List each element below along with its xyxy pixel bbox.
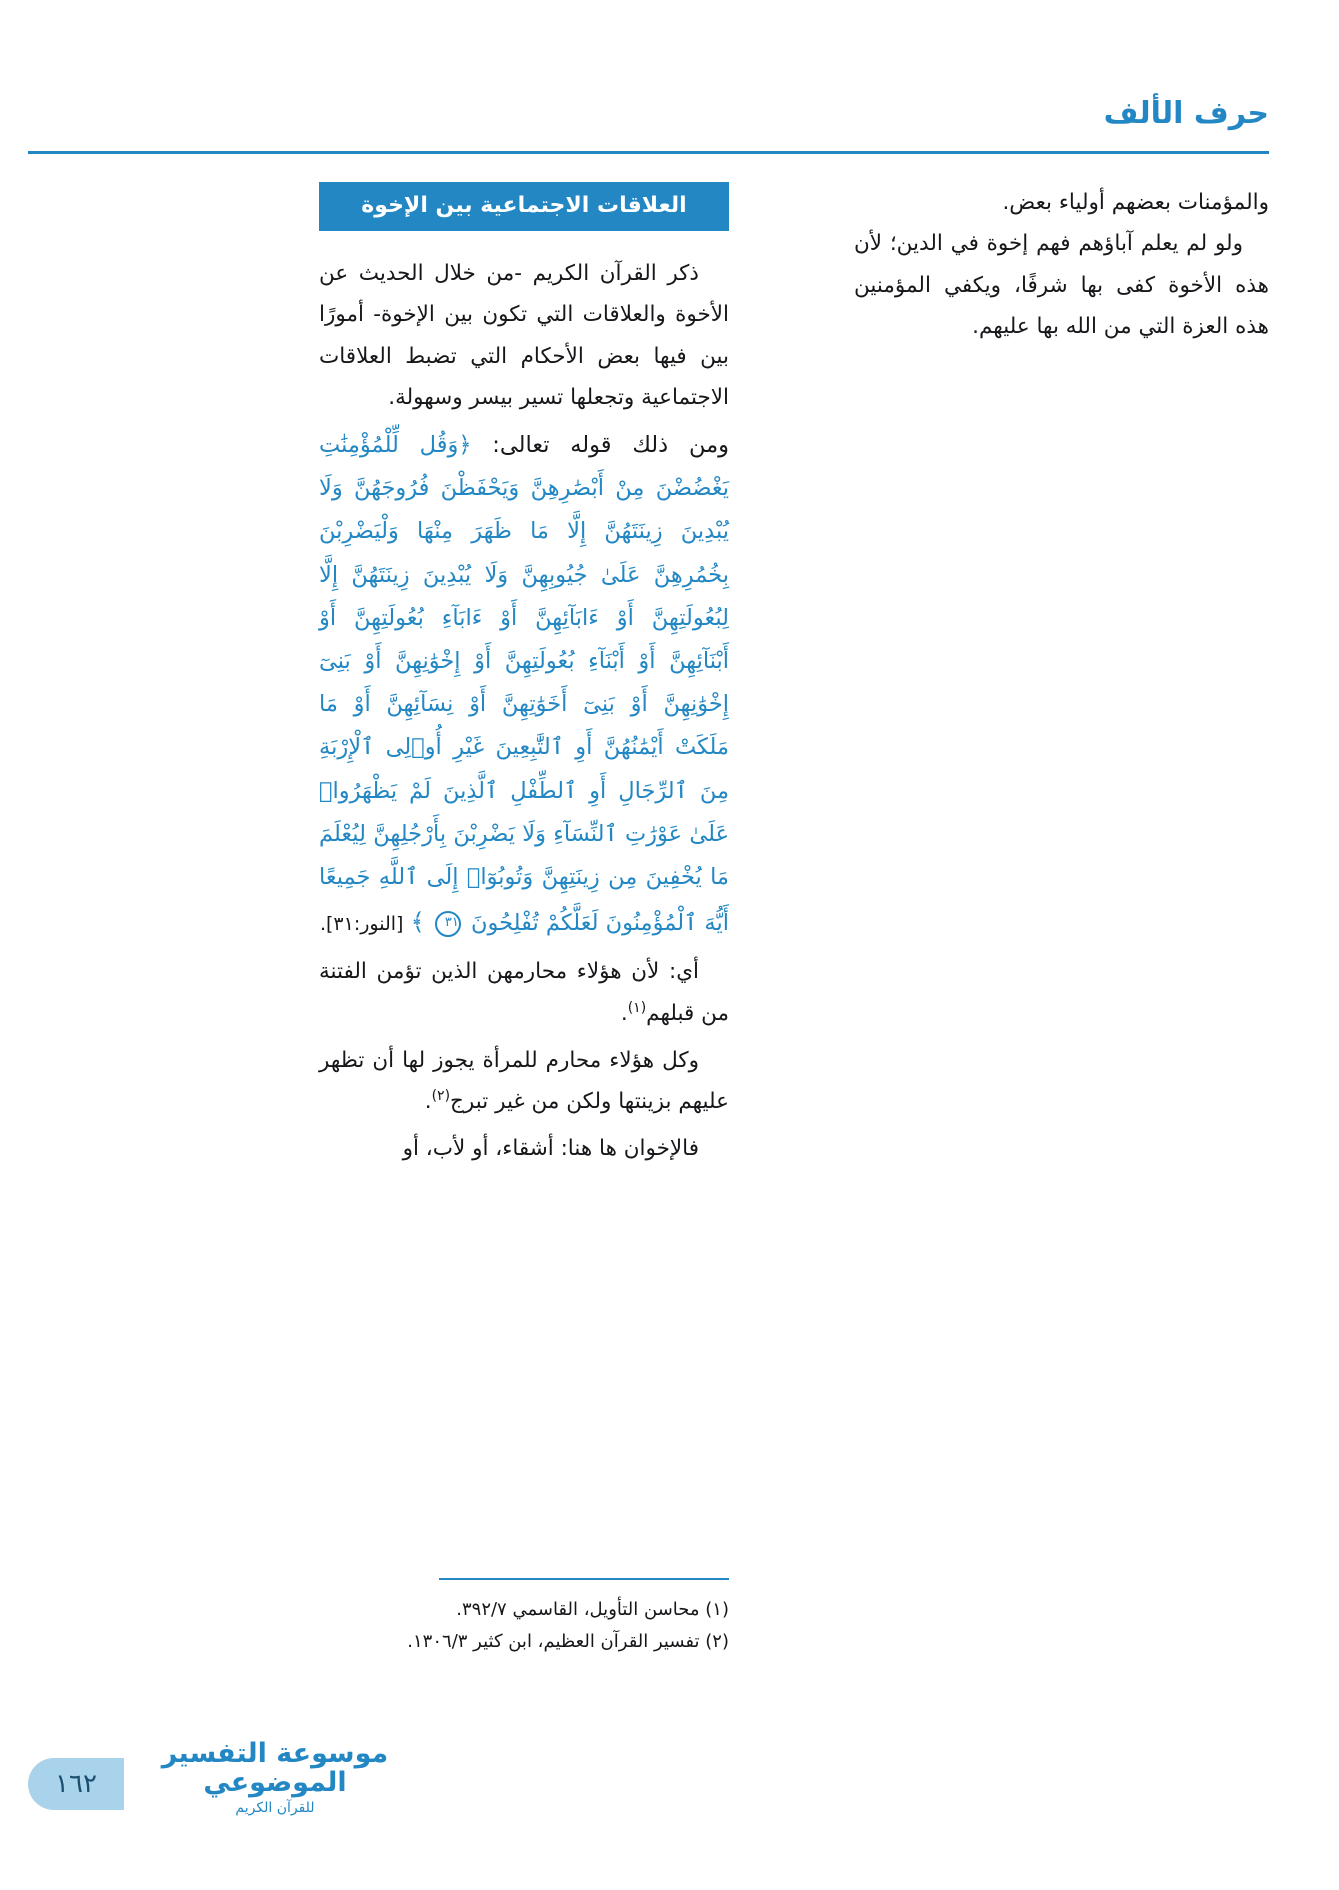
quran-reference: [النور:٣١]. (319, 913, 404, 936)
footnote-ref-2[interactable]: (٢) (431, 1087, 451, 1104)
footnote-item: (١) محاسن التأويل، القاسمي ٣٩٢/٧. (456, 1599, 729, 1620)
ayah-number-marker: ٣١ (435, 911, 461, 937)
left-column-body-2 (319, 951, 729, 1169)
page-header (28, 96, 1269, 158)
right-column-body (854, 182, 1269, 347)
paragraph (319, 1040, 729, 1123)
header-title: حرف الألف (1103, 96, 1269, 131)
paragraph: ولو لم يعلم آباؤهم فهم إخوة في الدين؛ لأن هذه الأخوة كفى بها شرفًا، ويكفي المؤمنين هذه العزة التي من الله بها عليهم. (854, 231, 1269, 339)
quote-closing-brace: ﴾ (410, 908, 425, 937)
quran-verse-text: ﴿وَقُل لِّلْمُؤْمِنَٰتِ يَغْضُضْنَ مِنْ أَبْصَٰرِهِنَّ وَيَحْفَظْنَ فُرُوجَهُنَّ وَلَا يُبْدِينَ زِينَتَهُنَّ إِلَّا مَا ظَهَرَ مِنْهَا وَلْيَضْرِبْنَ بِخُمُرِهِنَّ عَلَىٰ جُيُوبِهِنَّ وَلَا يُبْدِينَ زِينَتَهُنَّ إِلَّا لِبُعُولَتِهِنَّ أَوْ ءَابَآئِهِنَّ أَوْ ءَابَآءِ بُعُولَتِهِنَّ أَوْ أَبْنَآئِهِنَّ أَوْ أَبْنَآءِ بُعُولَتِهِنَّ أَوْ إِخْوَٰنِهِنَّ أَوْ بَنِىٓ إِخْوَٰنِهِنَّ أَوْ بَنِىٓ أَخَوَٰتِهِنَّ أَوْ نِسَآئِهِنَّ أَوْ مَا مَلَكَتْ أَيْمَٰنُهُنَّ أَوِ ٱلتَّٰبِعِينَ غَيْرِ أُو۟لِى ٱلْإِرْبَةِ مِنَ ٱلرِّجَالِ أَوِ ٱلطِّفْلِ ٱلَّذِينَ لَمْ يَظْهَرُوا۟ عَلَىٰ عَوْرَٰتِ ٱلنِّسَآءِ وَلَا يَضْرِبْنَ بِأَرْجُلِهِنَّ لِيُعْلَمَ مَا يُخْفِينَ مِن زِينَتِهِنَّ وَتُوبُوٓا۟ إِلَى ٱللَّهِ جَمِيعًا أَيُّهَ ٱلْمُؤْمِنُونَ لَعَلَّكُمْ تُفْلِحُونَ (319, 432, 729, 937)
paragraph-tail: . (424, 1089, 432, 1115)
paragraph-text: وكل هؤلاء محارم للمرأة يجوز لها أن تظهر عليهم بزينتها ولكن من غير تبرج (319, 1047, 729, 1115)
left-text-column (319, 182, 729, 1176)
header-divider (28, 151, 1269, 154)
paragraph: فالإخوان ها هنا: أشقاء، أو لأب، أو (402, 1136, 699, 1162)
footnote-item: (٢) تفسير القرآن العظيم، ابن كثير ١٣٠٦/٣. (407, 1630, 729, 1652)
footnotes-area (319, 1578, 729, 1657)
paragraph-tail: . (620, 1000, 628, 1026)
footnote-ref-1[interactable]: (١) (627, 999, 647, 1016)
left-column-body (319, 253, 729, 418)
paragraph-text: أي: لأن هؤلاء محارمهن الذين تؤمن الفتنة من قبلهم (319, 959, 729, 1026)
footnote-divider (439, 1578, 729, 1580)
logo-title: موسوعة التفسير الموضوعي (161, 1737, 389, 1799)
page-footer (0, 1728, 1339, 1818)
page-number: ١٦٢ (28, 1758, 124, 1810)
publisher-logo (150, 1739, 400, 1816)
quote-lead-in: ومن ذلك قوله تعالى: (492, 432, 729, 459)
paragraph: والمؤمنات بعضهم أولياء بعض. (1002, 190, 1269, 215)
right-text-column (854, 182, 1269, 347)
paragraph (319, 951, 729, 1034)
paragraph: ذكر القرآن الكريم -من خلال الحديث عن الأخوة والعلاقات التي تكون بين الإخوة- أمورًا بين فيها بعض الأحكام التي تضبط العلاقات الاجتماعية وتجعلها تسير بيسر وسهولة. (319, 261, 729, 410)
logo-subtitle: للقرآن الكريم (235, 1800, 315, 1816)
section-heading: العلاقات الاجتماعية بين الإخوة (319, 182, 729, 231)
quran-quote-block (319, 424, 729, 945)
